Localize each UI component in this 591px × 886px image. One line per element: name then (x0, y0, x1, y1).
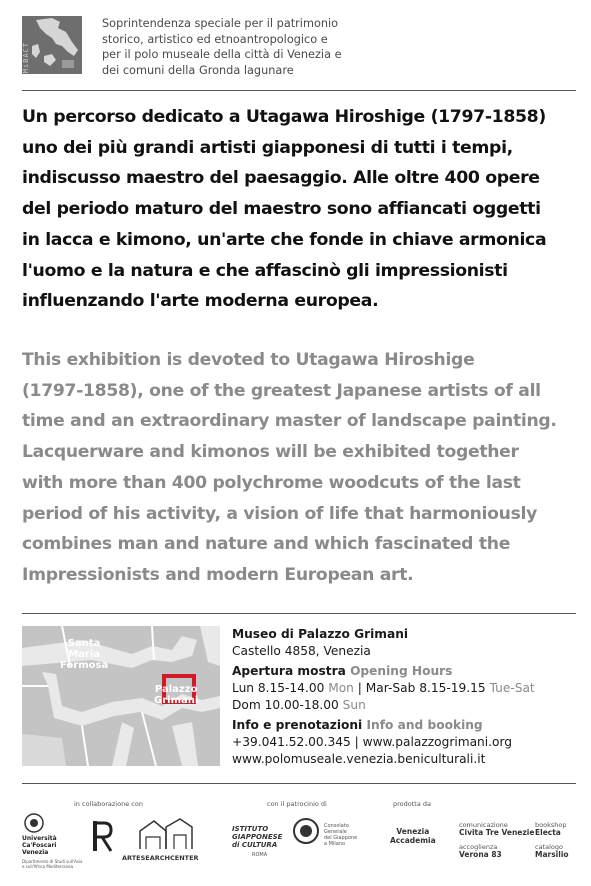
english-line: with more than 400 polychrome woodcuts of the last (22, 472, 521, 493)
institution-line: storico, artistico ed etnoantropologico e (102, 32, 328, 46)
bookshop-value: Electa (535, 828, 561, 837)
institution-line: Soprintendenza speciale per il patrimonio (102, 17, 339, 30)
r-logo (92, 819, 114, 853)
english-line: period of his activity, a vision of life that harmoniously (22, 503, 537, 524)
ca-foscari-department: Dipartimento di Studi sull'Asia e sull'Africa Mediterranea (22, 859, 83, 869)
istituto-name: ISTITUTO GIAPPONESE di CULTURA (232, 825, 283, 849)
museum-name: Museo di Palazzo Grimani (232, 627, 409, 641)
ca-foscari-emblem-icon (24, 813, 44, 833)
consolato-name: Consolato Generale del Giappone a Milano (324, 823, 358, 847)
english-line: combines man and nature and which fascinated the (22, 534, 511, 555)
hours-sunday: Dom 10.00-18.00 Sun (232, 698, 366, 712)
consulate-emblem-icon (292, 817, 320, 845)
bookshop-label: bookshop (535, 821, 567, 829)
institution-line: dei comuni della Gronda lagunare (102, 63, 294, 77)
english-line: time and an extraordinary master of landscape painting. (22, 411, 557, 432)
ca-foscari-logo (22, 813, 82, 881)
contact-website-polo[interactable]: www.polomuseale.venezia.beniculturali.it (232, 752, 486, 766)
comunicazione-label: comunicazione (459, 821, 508, 829)
accoglienza-value: Verona 83 (459, 850, 502, 859)
italian-line: del periodo maturo del maestro sono affiancati oggetti (22, 199, 541, 220)
english-line: Lacquerware and kimonos will be exhibited together (22, 442, 519, 463)
comunicazione-value: Civita Tre Venezie (459, 828, 535, 837)
hours-weekdays: Lun 8.15-14.00 Mon | Mar-Sab 8.15-19.15 Tue-Sat (232, 681, 535, 695)
institution-line: per il polo museale della città di Venezia e (102, 48, 342, 61)
italian-line: uno dei più grandi artisti giapponesi di tutti i tempi, (22, 137, 513, 158)
ministry-logo (22, 16, 82, 74)
istituto-city: ROMA (252, 852, 268, 858)
english-description (22, 345, 582, 591)
italian-line: l'uomo e la natura e che affascinò gli impressionisti (22, 260, 508, 281)
arte-search-center-logo (122, 817, 204, 865)
ca-foscari-name: Università Ca'Foscari Venezia (22, 835, 57, 856)
italian-line: Un percorso dedicato a Utagawa Hiroshige (1797-1858) (22, 107, 546, 127)
r-letter-icon (92, 819, 114, 853)
catalogo-value: Marsilio (535, 850, 569, 859)
patronage-label: con il patrocinio di (267, 800, 327, 808)
venezia-accademia-logo: Venezia Accademia (390, 827, 436, 845)
italian-line: indiscusso maestro del paesaggio. Alle oltre 400 opere (22, 168, 540, 189)
sponsors-footer (0, 795, 591, 886)
istituto-giapponese-logo (232, 825, 284, 869)
booking-title: Info e prenotazioni Info and booking (232, 718, 483, 732)
museum-address: Castello 4858, Venezia (232, 644, 371, 658)
location-map (22, 626, 220, 766)
header (22, 16, 572, 80)
consolato-logo (292, 815, 362, 865)
contact-phone-website[interactable]: +39.041.52.00.345 | www.palazzogrimani.org (232, 735, 513, 749)
italian-line: in lacca e kimono, un'arte che fonde in chiave armonica (22, 229, 547, 250)
map-label-santa-maria-formosa: Santa Maria Formosa (60, 638, 109, 671)
english-line: Impressionists and modern European art. (22, 564, 414, 585)
english-line: (1797-1858), one of the greatest Japanese artists of all (22, 380, 541, 401)
institution-name (102, 16, 562, 78)
hours-title: Apertura mostra Opening Hours (232, 664, 453, 678)
logo-text: MiBACT (22, 42, 30, 74)
producer-label: prodotta da (393, 800, 431, 808)
divider-top (22, 90, 576, 91)
english-line: This exhibition is devoted to Utagawa Hiroshige (22, 350, 475, 370)
collab-label: in collaborazione con (74, 800, 143, 808)
catalogo-label: catalogo (535, 843, 563, 851)
divider-middle (22, 613, 576, 614)
italian-line: influenzando l'arte moderna europea. (22, 291, 379, 312)
divider-bottom (22, 783, 576, 784)
map-label-palazzo-grimani: Palazzo Grimani (154, 684, 199, 706)
building-icon (136, 817, 196, 851)
accoglienza-label: accoglienza (459, 843, 498, 851)
arte-search-center-name: ARTESEARCHCENTER (122, 854, 199, 862)
visitor-info (232, 626, 577, 768)
italian-description (22, 102, 582, 317)
